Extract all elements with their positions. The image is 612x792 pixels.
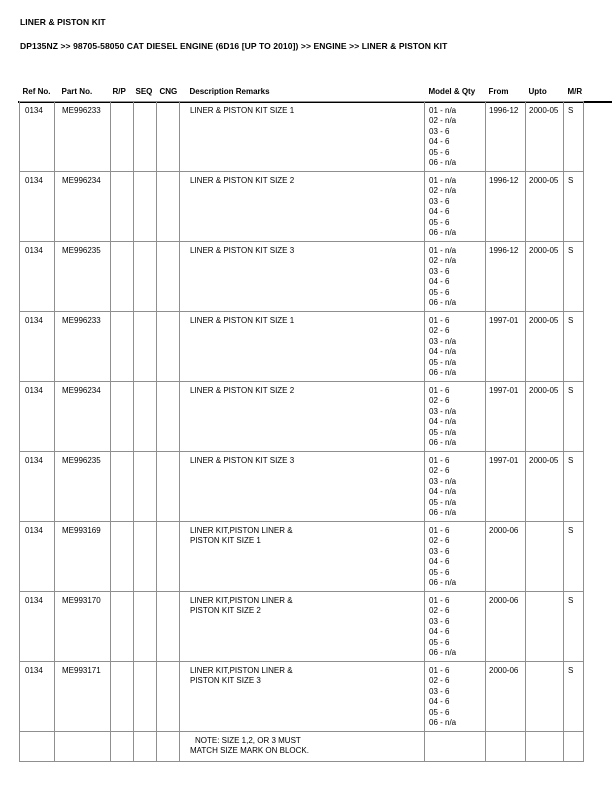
rp-cell (111, 521, 134, 591)
model-qty-line: 04 - n/a (429, 347, 457, 356)
description-cell (180, 171, 425, 241)
table-row (20, 591, 584, 661)
model-qty-lines (429, 316, 483, 379)
note-text-line: NOTE: SIZE 1,2, OR 3 MUST (195, 735, 301, 745)
from-cell (486, 311, 526, 381)
description-cell (180, 381, 425, 451)
note-part-cell (55, 731, 111, 761)
model-qty-line: 04 - n/a (429, 487, 457, 496)
mr-cell (564, 101, 584, 171)
breadcrumb: DP135NZ >> 98705-58050 CAT DIESEL ENGINE (6D16 [UP TO 2010]) >> ENGINE >> LINER & PISTON KIT (20, 41, 448, 51)
mr-cell (564, 591, 584, 661)
column-header-part-no: Part No. (61, 86, 93, 96)
model-qty-line: 05 - 6 (429, 637, 450, 647)
parts-table (19, 82, 584, 762)
description-cell (180, 661, 425, 731)
description-line: LINER KIT,PISTON LINER & (190, 595, 293, 605)
description-lines (190, 596, 422, 617)
seq-cell (134, 241, 157, 311)
ref-no-value: 0134 (25, 665, 43, 675)
rp-cell (111, 101, 134, 171)
from-value: 1996-12 (489, 105, 519, 115)
description-line: LINER & PISTON KIT SIZE 2 (190, 175, 295, 185)
from-value: 1997-01 (489, 385, 519, 395)
model-qty-lines (429, 176, 483, 239)
cng-cell (157, 241, 180, 311)
cng-cell (157, 381, 180, 451)
column-header-upto: Upto (528, 86, 547, 96)
mr-cell (564, 661, 584, 731)
table-row (20, 381, 584, 451)
part-no-value: ME996235 (62, 245, 101, 255)
part-no-cell (55, 171, 111, 241)
upto-cell (526, 451, 564, 521)
mr-cell (564, 241, 584, 311)
description-cell (180, 521, 425, 591)
description-cell (180, 591, 425, 661)
seq-cell (134, 661, 157, 731)
model-qty-line: 06 - n/a (429, 508, 457, 517)
description-line: LINER KIT,PISTON LINER & (190, 525, 293, 535)
from-value: 2000-06 (489, 595, 519, 605)
mr-cell (564, 311, 584, 381)
model-qty-line: 06 - n/a (429, 298, 457, 307)
column-header-cng: CNG (159, 86, 178, 96)
cng-cell (157, 101, 180, 171)
cng-cell (157, 591, 180, 661)
upto-value: 2000-05 (529, 105, 559, 115)
model-qty-cell (425, 101, 486, 171)
parts-table-body (20, 101, 584, 761)
description-line: LINER KIT,PISTON LINER & (190, 665, 293, 675)
model-qty-cell (425, 591, 486, 661)
part-no-value: ME996234 (62, 175, 101, 185)
ref-no-value: 0134 (25, 595, 43, 605)
model-qty-cell (425, 241, 486, 311)
model-qty-line: 02 - 6 (429, 536, 450, 545)
model-qty-line: 02 - 6 (429, 466, 450, 475)
note-row (20, 731, 584, 761)
ref-no-value: 0134 (25, 525, 43, 535)
model-qty-lines (429, 666, 483, 729)
upto-cell (526, 241, 564, 311)
column-header-mr: M/R (567, 86, 583, 96)
model-qty-line: 01 - 6 (429, 595, 450, 605)
description-lines (190, 106, 422, 117)
model-qty-line: 02 - 6 (429, 676, 450, 685)
model-qty-line: 02 - 6 (429, 396, 450, 405)
model-qty-line: 04 - 6 (429, 137, 450, 146)
rp-cell (111, 311, 134, 381)
model-qty-line: 01 - n/a (429, 105, 457, 115)
description-lines (190, 526, 422, 547)
ref-no-cell (20, 521, 55, 591)
cng-cell (157, 171, 180, 241)
table-header (20, 82, 584, 101)
description-line: LINER & PISTON KIT SIZE 3 (190, 455, 295, 465)
model-qty-line: 01 - 6 (429, 665, 450, 675)
part-no-cell (55, 521, 111, 591)
mr-value: S (568, 315, 574, 325)
note-description-cell (180, 731, 425, 761)
note-rp-cell (111, 731, 134, 761)
description-lines (190, 246, 422, 257)
upto-cell (526, 311, 564, 381)
model-qty-line: 05 - 6 (429, 707, 450, 717)
ref-no-cell (20, 241, 55, 311)
part-no-cell (55, 311, 111, 381)
model-qty-line: 01 - 6 (429, 525, 450, 535)
upto-value: 2000-05 (529, 315, 559, 325)
model-qty-line: 03 - 6 (429, 266, 450, 276)
part-no-cell (55, 241, 111, 311)
upto-cell (526, 591, 564, 661)
model-qty-line: 06 - n/a (429, 368, 457, 377)
from-value: 1996-12 (489, 175, 519, 185)
description-cell (180, 311, 425, 381)
upto-cell (526, 101, 564, 171)
model-qty-line: 05 - n/a (429, 497, 457, 507)
from-value: 1997-01 (489, 455, 519, 465)
column-header-seq: SEQ (135, 86, 153, 96)
upto-cell (526, 521, 564, 591)
model-qty-cell (425, 311, 486, 381)
upto-value: 2000-05 (529, 455, 559, 465)
part-no-value: ME993170 (62, 595, 101, 605)
model-qty-line: 06 - n/a (429, 228, 457, 237)
model-qty-line: 01 - 6 (429, 385, 450, 395)
description-cell (180, 101, 425, 171)
model-qty-line: 06 - n/a (429, 438, 457, 447)
description-line: LINER & PISTON KIT SIZE 3 (190, 245, 295, 255)
upto-value: 2000-05 (529, 175, 559, 185)
table-row (20, 661, 584, 731)
model-qty-line: 03 - n/a (429, 336, 457, 346)
model-qty-line: 05 - 6 (429, 147, 450, 157)
model-qty-line: 01 - n/a (429, 245, 457, 255)
mr-value: S (568, 245, 574, 255)
ref-no-cell (20, 591, 55, 661)
part-no-cell (55, 661, 111, 731)
model-qty-lines (429, 456, 483, 519)
model-qty-cell (425, 661, 486, 731)
model-qty-line: 05 - 6 (429, 567, 450, 577)
model-qty-line: 04 - 6 (429, 207, 450, 216)
from-cell (486, 381, 526, 451)
ref-no-cell (20, 101, 55, 171)
model-qty-line: 06 - n/a (429, 648, 457, 657)
part-no-value: ME996234 (62, 385, 101, 395)
upto-cell (526, 171, 564, 241)
model-qty-line: 04 - 6 (429, 557, 450, 566)
rp-cell (111, 241, 134, 311)
mr-value: S (568, 105, 574, 115)
description-line: LINER & PISTON KIT SIZE 1 (190, 315, 295, 325)
table-row (20, 241, 584, 311)
model-qty-cell (425, 171, 486, 241)
model-qty-cell (425, 381, 486, 451)
from-cell (486, 521, 526, 591)
ref-no-value: 0134 (25, 455, 43, 465)
column-header-model-qty: Model & Qty (428, 86, 476, 96)
model-qty-line: 06 - n/a (429, 158, 457, 167)
note-model-qty-cell (425, 731, 486, 761)
description-line: LINER & PISTON KIT SIZE 1 (190, 105, 295, 115)
model-qty-line: 03 - 6 (429, 126, 450, 136)
rp-cell (111, 661, 134, 731)
mr-cell (564, 171, 584, 241)
description-line: PISTON KIT SIZE 3 (190, 676, 261, 685)
model-qty-lines (429, 246, 483, 309)
rp-cell (111, 591, 134, 661)
ref-no-cell (20, 171, 55, 241)
mr-value: S (568, 595, 574, 605)
column-header-from: From (488, 86, 509, 96)
model-qty-line: 01 - n/a (429, 175, 457, 185)
mr-value: S (568, 455, 574, 465)
model-qty-line: 02 - 6 (429, 326, 450, 335)
model-qty-line: 05 - 6 (429, 287, 450, 297)
seq-cell (134, 101, 157, 171)
part-no-cell (55, 381, 111, 451)
mr-value: S (568, 385, 574, 395)
from-value: 2000-06 (489, 525, 519, 535)
upto-value: 2000-05 (529, 245, 559, 255)
description-lines (190, 386, 422, 397)
rp-cell (111, 171, 134, 241)
description-cell (180, 241, 425, 311)
note-upto-cell (526, 731, 564, 761)
model-qty-line: 06 - n/a (429, 578, 457, 587)
model-qty-line: 03 - 6 (429, 616, 450, 626)
model-qty-line: 04 - 6 (429, 277, 450, 286)
ref-no-value: 0134 (25, 175, 43, 185)
seq-cell (134, 591, 157, 661)
model-qty-line: 06 - n/a (429, 718, 457, 727)
model-qty-line: 04 - n/a (429, 417, 457, 426)
description-line: PISTON KIT SIZE 1 (190, 536, 261, 545)
table-row (20, 311, 584, 381)
model-qty-line: 05 - n/a (429, 427, 457, 437)
mr-cell (564, 451, 584, 521)
model-qty-lines (429, 596, 483, 659)
model-qty-line: 04 - 6 (429, 697, 450, 706)
from-value: 1997-01 (489, 315, 519, 325)
model-qty-line: 01 - 6 (429, 315, 450, 325)
from-cell (486, 451, 526, 521)
from-cell (486, 101, 526, 171)
upto-value: 2000-05 (529, 385, 559, 395)
mr-cell (564, 521, 584, 591)
from-value: 1996-12 (489, 245, 519, 255)
part-no-cell (55, 101, 111, 171)
part-no-value: ME993169 (62, 525, 101, 535)
cng-cell (157, 311, 180, 381)
note-seq-cell (134, 731, 157, 761)
table-row (20, 521, 584, 591)
ref-no-value: 0134 (25, 105, 43, 115)
cng-cell (157, 521, 180, 591)
upto-cell (526, 381, 564, 451)
upto-cell (526, 661, 564, 731)
rp-cell (111, 451, 134, 521)
model-qty-line: 05 - 6 (429, 217, 450, 227)
model-qty-line: 03 - 6 (429, 686, 450, 696)
table-header-row (20, 82, 584, 101)
note-from-cell (486, 731, 526, 761)
from-cell (486, 661, 526, 731)
part-no-cell (55, 591, 111, 661)
description-lines (190, 316, 422, 327)
note-cng-cell (157, 731, 180, 761)
ref-no-value: 0134 (25, 385, 43, 395)
model-qty-line: 02 - n/a (429, 256, 457, 265)
table-row (20, 171, 584, 241)
ref-no-cell (20, 311, 55, 381)
from-cell (486, 591, 526, 661)
description-lines (190, 176, 422, 187)
part-no-cell (55, 451, 111, 521)
part-no-value: ME996233 (62, 105, 101, 115)
note-ref-cell (20, 731, 55, 761)
ref-no-cell (20, 451, 55, 521)
model-qty-line: 02 - n/a (429, 116, 457, 125)
mr-value: S (568, 175, 574, 185)
model-qty-line: 03 - n/a (429, 406, 457, 416)
column-header-rp: R/P (112, 86, 126, 96)
mr-value: S (568, 525, 574, 535)
mr-cell (564, 381, 584, 451)
model-qty-line: 02 - n/a (429, 186, 457, 195)
table-row (20, 101, 584, 171)
ref-no-value: 0134 (25, 245, 43, 255)
description-cell (180, 451, 425, 521)
part-no-value: ME996235 (62, 455, 101, 465)
from-value: 2000-06 (489, 665, 519, 675)
model-qty-line: 03 - n/a (429, 476, 457, 486)
model-qty-lines (429, 106, 483, 169)
description-lines (190, 456, 422, 467)
model-qty-cell (425, 451, 486, 521)
model-qty-line: 01 - 6 (429, 455, 450, 465)
seq-cell (134, 381, 157, 451)
description-lines (190, 666, 422, 687)
mr-value: S (568, 665, 574, 675)
rp-cell (111, 381, 134, 451)
seq-cell (134, 451, 157, 521)
seq-cell (134, 311, 157, 381)
model-qty-line: 02 - 6 (429, 606, 450, 615)
table-row (20, 451, 584, 521)
model-qty-line: 05 - n/a (429, 357, 457, 367)
column-header-description: Description Remarks (189, 86, 270, 96)
note-text-line: MATCH SIZE MARK ON BLOCK. (190, 746, 309, 755)
column-header-ref-no: Ref No. (22, 86, 51, 96)
description-line: PISTON KIT SIZE 2 (190, 606, 261, 615)
cng-cell (157, 451, 180, 521)
model-qty-lines (429, 526, 483, 589)
note-mr-cell (564, 731, 584, 761)
page-title: LINER & PISTON KIT (20, 17, 106, 27)
seq-cell (134, 171, 157, 241)
model-qty-line: 04 - 6 (429, 627, 450, 636)
model-qty-line: 03 - 6 (429, 196, 450, 206)
cng-cell (157, 661, 180, 731)
part-no-value: ME993171 (62, 665, 101, 675)
from-cell (486, 241, 526, 311)
ref-no-value: 0134 (25, 315, 43, 325)
part-no-value: ME996233 (62, 315, 101, 325)
model-qty-cell (425, 521, 486, 591)
model-qty-lines (429, 386, 483, 449)
description-line: LINER & PISTON KIT SIZE 2 (190, 385, 295, 395)
seq-cell (134, 521, 157, 591)
ref-no-cell (20, 381, 55, 451)
model-qty-line: 03 - 6 (429, 546, 450, 556)
from-cell (486, 171, 526, 241)
ref-no-cell (20, 661, 55, 731)
